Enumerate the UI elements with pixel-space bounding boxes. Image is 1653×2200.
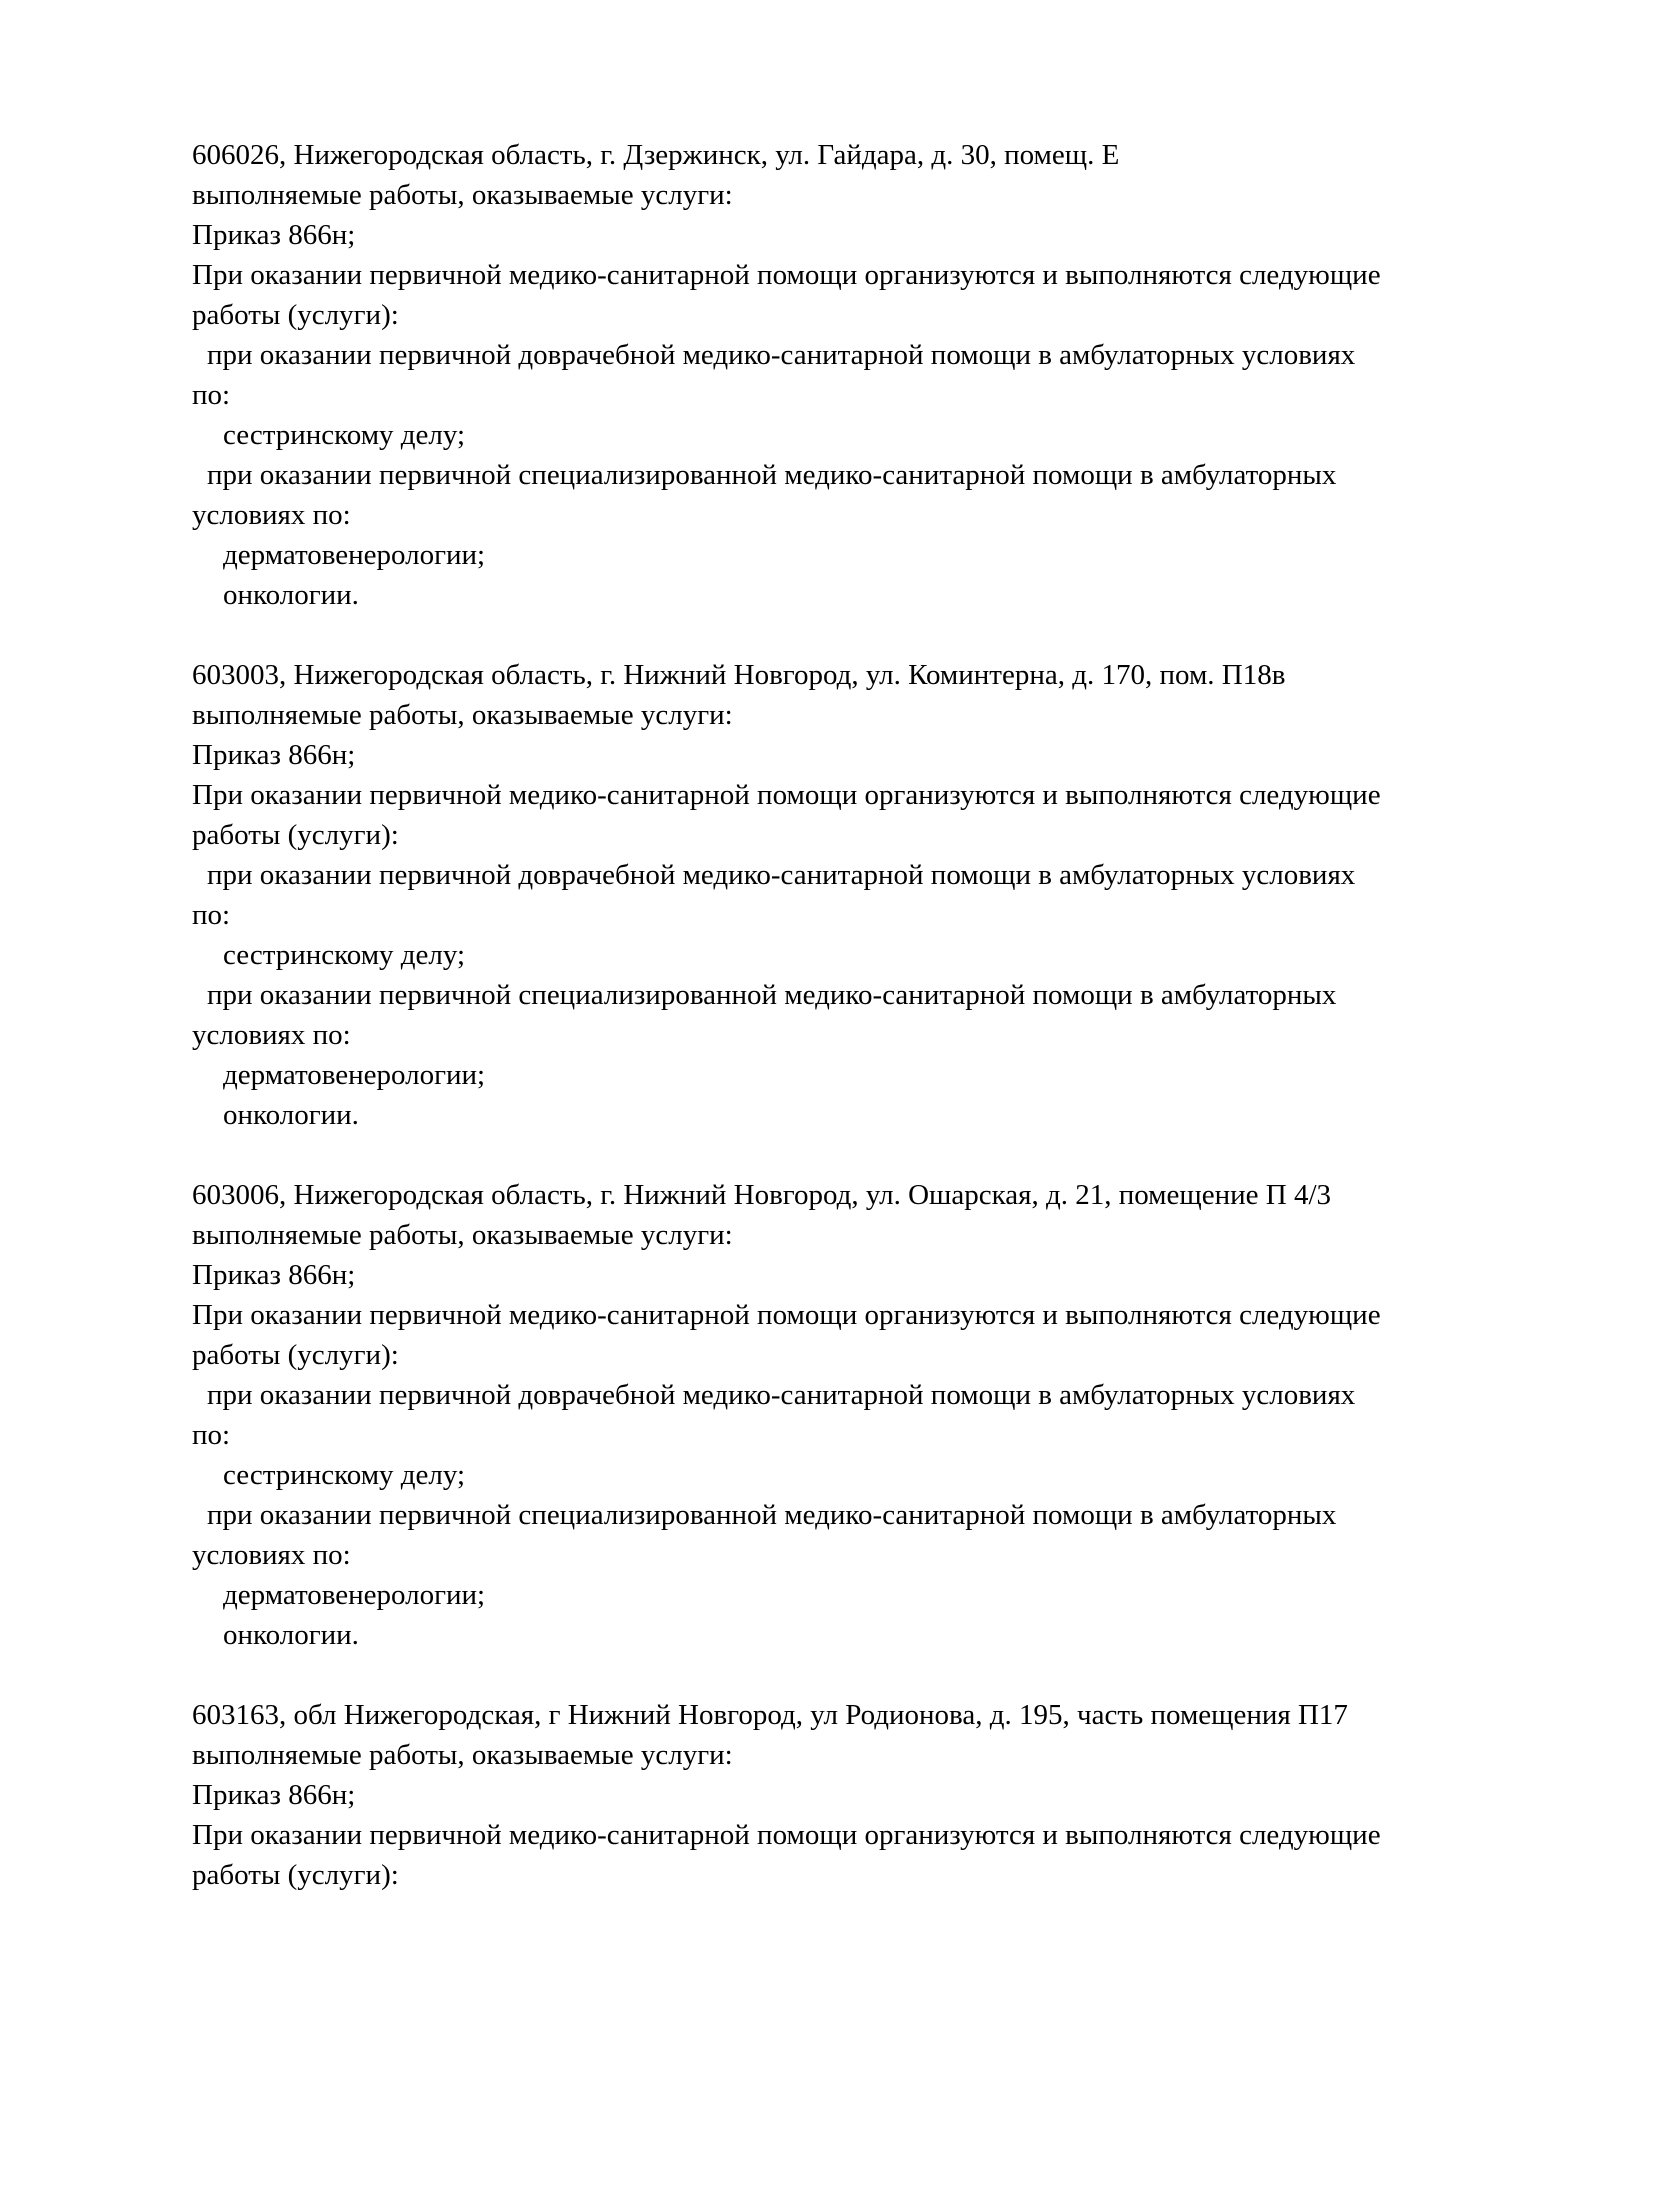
text-line: работы (услуги): <box>192 1339 399 1371</box>
text-line: при оказании первичной доврачебной медико-санитарной помощи в амбулаторных условиях <box>207 859 1356 891</box>
text-line: выполняемые работы, оказываемые услуги: <box>192 1739 733 1771</box>
text-line: по: <box>192 1419 231 1451</box>
text-line: выполняемые работы, оказываемые услуги: <box>192 179 733 211</box>
text-line: по: <box>192 899 231 931</box>
text-line: При оказании первичной медико-санитарной помощи организуются и выполняются следующие <box>192 1819 1381 1851</box>
text-line: выполняемые работы, оказываемые услуги: <box>192 1219 733 1251</box>
address-line: 603163, обл Нижегородская, г Нижний Новгород, ул Родионова, д. 195, часть помещения П17 <box>192 1699 1348 1731</box>
text-line: При оказании первичной медико-санитарной помощи организуются и выполняются следующие <box>192 1299 1381 1331</box>
text-line: условиях по: <box>192 1019 351 1051</box>
license-address-block <box>192 655 1503 1135</box>
text-line: При оказании первичной медико-санитарной помощи организуются и выполняются следующие <box>192 779 1381 811</box>
text-line: сестринскому делу; <box>223 1459 466 1491</box>
address-line: 603003, Нижегородская область, г. Нижний Новгород, ул. Коминтерна, д. 170, пом. П18в <box>192 659 1286 691</box>
license-address-block <box>192 1695 1503 1895</box>
text-line: При оказании первичной медико-санитарной помощи организуются и выполняются следующие <box>192 259 1381 291</box>
text-line: работы (услуги): <box>192 819 399 851</box>
text-line: дерматовенерологии; <box>223 1579 486 1611</box>
text-line: при оказании первичной доврачебной медико-санитарной помощи в амбулаторных условиях <box>207 1379 1356 1411</box>
text-line: при оказании первичной специализированной медико-санитарной помощи в амбулаторных <box>207 459 1337 491</box>
text-line: дерматовенерологии; <box>223 1059 486 1091</box>
address-line: 606026, Нижегородская область, г. Дзержинск, ул. Гайдара, д. 30, помещ. Е <box>192 139 1120 171</box>
license-address-block <box>192 1175 1503 1655</box>
text-line: Приказ 866н; <box>192 1779 356 1811</box>
text-line: работы (услуги): <box>192 1859 399 1891</box>
text-line: по: <box>192 379 231 411</box>
address-line: 603006, Нижегородская область, г. Нижний Новгород, ул. Ошарская, д. 21, помещение П 4/3 <box>192 1179 1332 1211</box>
text-line: условиях по: <box>192 499 351 531</box>
license-address-block <box>192 135 1503 615</box>
text-line: онкологии. <box>223 1099 359 1131</box>
text-line: при оказании первичной доврачебной медико-санитарной помощи в амбулаторных условиях <box>207 339 1356 371</box>
text-line: онкологии. <box>223 1619 359 1651</box>
text-line: выполняемые работы, оказываемые услуги: <box>192 699 733 731</box>
text-line: Приказ 866н; <box>192 739 356 771</box>
text-line: сестринскому делу; <box>223 419 466 451</box>
text-line: при оказании первичной специализированной медико-санитарной помощи в амбулаторных <box>207 1499 1337 1531</box>
text-line: дерматовенерологии; <box>223 539 486 571</box>
text-line: работы (услуги): <box>192 299 399 331</box>
text-line: Приказ 866н; <box>192 1259 356 1291</box>
text-line: сестринскому делу; <box>223 939 466 971</box>
text-line: условиях по: <box>192 1539 351 1571</box>
text-line: при оказании первичной специализированной медико-санитарной помощи в амбулаторных <box>207 979 1337 1011</box>
text-line: Приказ 866н; <box>192 219 356 251</box>
text-line: онкологии. <box>223 579 359 611</box>
